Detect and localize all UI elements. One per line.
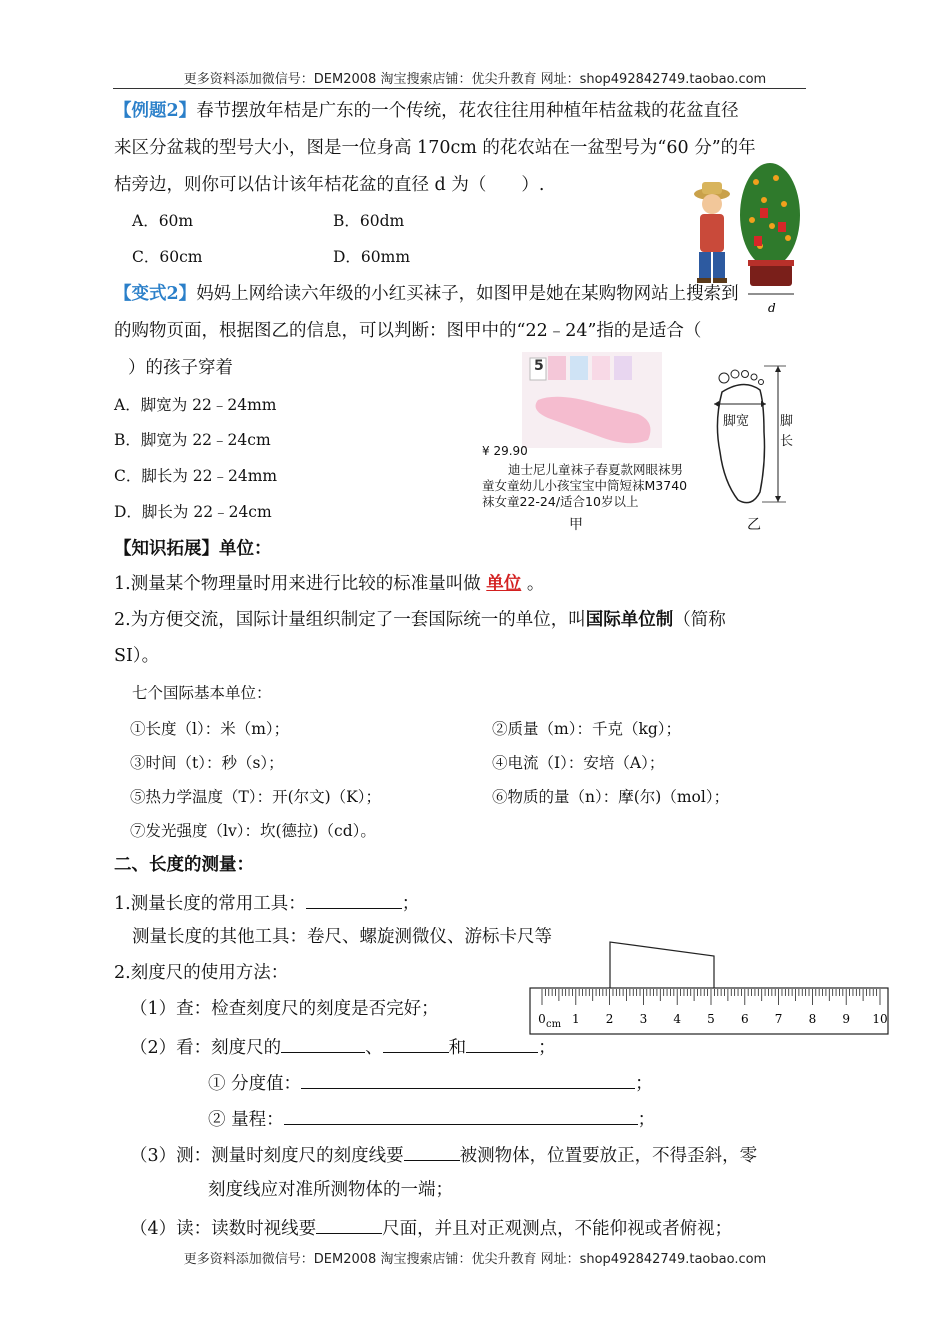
ruler-number: 10: [872, 1012, 888, 1026]
product-title-line1: 迪士尼儿童袜子春夏款网眼袜男: [508, 462, 684, 477]
sock-product-figure: [478, 352, 692, 514]
ruler-number: 9: [842, 1012, 851, 1026]
division-blank[interactable]: [301, 1070, 635, 1089]
look-blank-2[interactable]: [383, 1034, 449, 1053]
variant2-line3: ）的孩子穿着: [128, 358, 233, 378]
ruler-number: 8: [808, 1012, 817, 1026]
look-blank-1[interactable]: [281, 1034, 365, 1053]
example2-option-a: A．60m: [132, 212, 194, 230]
ruler-number: 7: [774, 1012, 783, 1026]
figure-jia-caption: 甲: [569, 517, 583, 533]
unit-temperature: ⑤热力学温度（T）：开(尔文)（K）；: [130, 788, 382, 806]
extension-item1: 1.测量某个物理量时用来进行比较的标准量叫做 单位 。: [114, 574, 545, 594]
step-look-range: ② 量程： ；: [208, 1106, 655, 1131]
example2-tag: 【例题2】: [114, 101, 197, 121]
step-measure: （3）测：测量时刻度尺的刻度线要 被测物体，位置要放正，不得歪斜，零: [130, 1142, 757, 1167]
ruler-number: 4: [673, 1012, 682, 1026]
ruler-number: 1: [571, 1012, 580, 1026]
variant2-line2: 的购物页面，根据图乙的信息，可以判断：图甲中的“22﹣24”指的是适合（: [114, 321, 702, 341]
foot-length-label-1: 脚: [780, 414, 794, 429]
other-tools-line: 测量长度的其他工具：卷尺、螺旋测微仪、游标卡尺等: [132, 927, 552, 947]
example2-line1: 【例题2】春节摆放年桔是广东的一个传统，花农往往用种植年桔盆栽的花盆直径: [114, 101, 739, 121]
variant2-option-d: D．脚长为 22﹣24cm: [114, 503, 272, 521]
ruler-unit: cm: [546, 1019, 562, 1030]
ruler-number: 6: [740, 1012, 749, 1026]
ruler-number: 5: [707, 1012, 715, 1026]
si-term: 国际单位制: [585, 610, 674, 630]
example2-option-c: C．60cm: [132, 248, 203, 266]
step-look-division: ① 分度值： ；: [208, 1070, 653, 1095]
ruler-number: 2: [605, 1012, 614, 1026]
example2-line3: 桔旁边，则你可以估计该年桔花盆的直径 d 为（ ）.: [114, 175, 545, 195]
unit-time: ③时间（t）：秒（s）；: [130, 754, 284, 772]
foot-width-label: 脚宽: [723, 414, 750, 429]
variant2-option-b: B．脚宽为 22﹣24cm: [114, 431, 271, 449]
variant2-line1: 【变式2】妈妈上网给读六年级的小红买袜子，如图甲是她在某购物网站上搜索到: [114, 284, 739, 304]
unit-length: ①长度（l）：米（m）；: [130, 720, 290, 738]
seven-units-title: 七个国际基本单位：: [132, 684, 272, 702]
header-divider: [113, 88, 806, 89]
length-tools-line: 1.测量长度的常用工具： ；: [114, 890, 419, 915]
page-header: 更多资料添加微信号：DEM2008 淘宝搜索店铺：优尖升教育 网址：shop492842749.taobao.com: [183, 72, 767, 87]
measured-object: [610, 942, 714, 988]
product-title-line2: 童女童幼儿小孩宝宝中筒短袜M3740: [482, 478, 688, 493]
page-footer: 更多资料添加微信号：DEM2008 淘宝搜索店铺：优尖升教育 网址：shop492842749.taobao.com: [183, 1252, 767, 1267]
ruler-number: 3: [639, 1012, 648, 1026]
measure-blank[interactable]: [404, 1142, 460, 1161]
diameter-label: d: [768, 301, 776, 315]
variant2-option-a: A．脚宽为 22﹣24mm: [114, 396, 277, 414]
ruler-usage-title: 2.刻度尺的使用方法：: [114, 963, 289, 983]
length-section-title: 二、长度的测量：: [114, 855, 254, 875]
sock-pack-badge: 5: [534, 358, 544, 374]
sock-photo: [478, 352, 692, 448]
step-look: （2）看：刻度尺的 、 和 ；: [130, 1034, 556, 1059]
example2-option-b: B．60dm: [333, 212, 405, 230]
example2-line2: 来区分盆栽的型号大小，图是一位身高 170cm 的花农站在一盆型号为“60 分”的年: [114, 138, 756, 158]
unit-current: ④电流（I）：安培（A）；: [492, 754, 665, 772]
kumquat-tree-illustration: [740, 163, 800, 286]
farmer-illustration: [694, 182, 730, 283]
ruler-figure: [528, 938, 892, 1038]
unit-amount: ⑥物质的量（n）：摩(尔)（mol）；: [492, 788, 730, 806]
step-check: （1）查：检查刻度尺的刻度是否完好；: [130, 999, 439, 1019]
extension-item2-line2: SI）。: [114, 646, 160, 666]
extension-item2: 2.为方便交流，国际计量组织制定了一套国际统一的单位，叫国际单位制（简称: [114, 610, 726, 630]
variant2-option-c: C．脚长为 22﹣24mm: [114, 467, 278, 485]
unit-answer: 单位: [486, 574, 522, 594]
unit-mass: ②质量（m）：千克（kg）；: [492, 720, 682, 738]
foot-outline: [717, 384, 764, 502]
figure-yi-caption: 乙: [747, 517, 761, 533]
step-measure-line2: 刻度线应对准所测物体的一端；: [208, 1180, 453, 1200]
extension-title: 【知识拓展】单位：: [114, 539, 272, 559]
unit-luminous: ⑦发光强度（lv）：坎(德拉)（cd）。: [130, 822, 376, 840]
ruler-number: 0: [538, 1012, 546, 1026]
step-read: （4）读：读数时视线要 尺面，并且对正观测点，不能仰视或者俯视；: [130, 1215, 732, 1240]
foot-length-label-2: 长: [780, 434, 794, 449]
ruler-body: [530, 988, 888, 1034]
product-title-line3: 袜女童22-24/适合10岁以上: [482, 494, 639, 509]
variant2-tag: 【变式2】: [114, 284, 197, 304]
tools-blank[interactable]: [306, 890, 402, 909]
example2-option-d: D．60mm: [333, 248, 411, 266]
product-price: ¥ 29.90: [482, 444, 528, 458]
read-blank[interactable]: [316, 1215, 382, 1234]
range-blank[interactable]: [284, 1106, 638, 1125]
